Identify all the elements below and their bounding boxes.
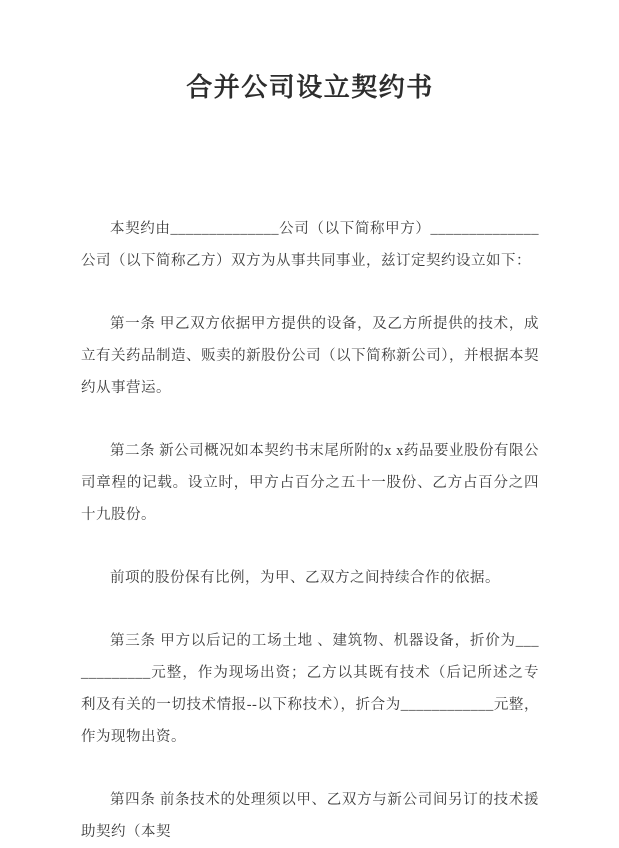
- paragraph-article-2-note: 前项的股份保有比例，为甲、乙双方之间持续合作的依据。: [110, 570, 500, 587]
- paragraph-article-2: 第二条 新公司概况如本契约书末尾所附的x x药品要业股份有限公司章程的记载。设立时，甲方占百分之五十一股份、乙方占百分之四十九股份。: [81, 443, 539, 524]
- paragraph-article-1: 第一条 甲乙双方依据甲方提供的设备，及乙方所提供的技术，成立有关药品制造、贩卖的新股份公司（以下简称新公司），并根据本契约从事营运。: [81, 316, 539, 397]
- paragraph-article-4: 第四条 前条技术的处理须以甲、乙双方与新公司间另订的技术援助契约（本契: [81, 792, 539, 841]
- paragraph-article-3: 第三条 甲方以后记的工场土地 、建筑物、机器设备，折价为____________元整，作为现场出资；乙方以其既有技术（后记所述之专利及有关的一切技术情报--以下称技术），折合为____________元整，作为现物出资。: [81, 633, 539, 746]
- document-title: 合并公司设立契约书: [186, 73, 434, 102]
- paragraph-preamble: 本契约由______________公司（以下简称甲方）______________公司（以下简称乙方）双方为从事共同事业，兹订定契约设立如下：: [81, 221, 539, 270]
- document-body: [81, 213, 539, 848]
